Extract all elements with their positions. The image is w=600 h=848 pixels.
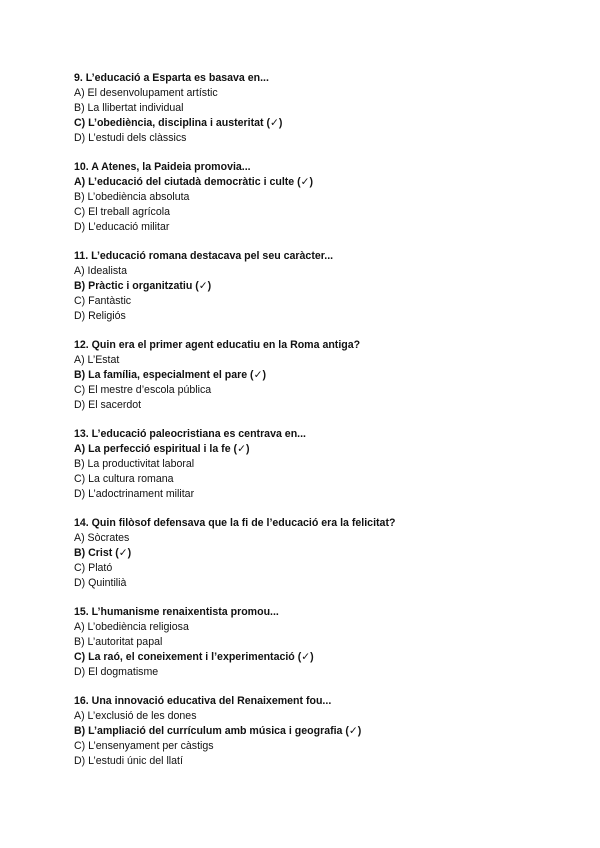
option-a: A) L’obediència religiosa: [74, 621, 189, 633]
option-d: D) El dogmatisme: [74, 666, 159, 678]
option-b-correct: B) Pràctic i organitzatiu (✓): [74, 280, 212, 292]
question-title: 11. L’educació romana destacava pel seu caràcter...: [74, 250, 334, 262]
option-a: A) Idealista: [74, 265, 127, 277]
option-b: B) L’autoritat papal: [74, 636, 163, 648]
option-c: C) Plató: [74, 562, 113, 574]
option-a-correct: A) L’educació del ciutadà democràtic i culte (✓): [74, 176, 314, 188]
question-title: 12. Quin era el primer agent educatiu en la Roma antiga?: [74, 339, 361, 351]
option-c: C) L’ensenyament per càstigs: [74, 740, 214, 752]
question-14: [74, 516, 574, 591]
question-15: [74, 605, 574, 680]
question-title: 15. L’humanisme renaixentista promou...: [74, 606, 279, 618]
quiz-page: [74, 71, 574, 783]
option-c-correct: C) L’obediència, disciplina i austeritat (✓): [74, 117, 283, 129]
question-16: [74, 694, 574, 769]
option-c: C) Fantàstic: [74, 295, 132, 307]
option-d: D) L’estudi únic del llatí: [74, 755, 183, 767]
option-a: A) L’Estat: [74, 354, 120, 366]
option-a: A) Sòcrates: [74, 532, 130, 544]
question-13: [74, 427, 574, 502]
option-a-correct: A) La perfecció espiritual i la fe (✓): [74, 443, 250, 455]
option-b-correct: B) L’ampliació del currículum amb música i geografia (✓): [74, 725, 362, 737]
option-c: C) La cultura romana: [74, 473, 174, 485]
option-d: D) El sacerdot: [74, 399, 142, 411]
question-10: [74, 160, 574, 235]
question-9: [74, 71, 574, 146]
option-a: A) El desenvolupament artístic: [74, 87, 218, 99]
option-b: B) La llibertat individual: [74, 102, 184, 114]
question-title: 13. L’educació paleocristiana es centrava en...: [74, 428, 306, 440]
option-a: A) L’exclusió de les dones: [74, 710, 197, 722]
question-12: [74, 338, 574, 413]
question-title: 16. Una innovació educativa del Renaixement fou...: [74, 695, 332, 707]
question-11: [74, 249, 574, 324]
option-d: D) L’educació militar: [74, 221, 170, 233]
option-d: D) L’estudi dels clàssics: [74, 132, 187, 144]
option-c: C) El treball agrícola: [74, 206, 170, 218]
option-b: B) La productivitat laboral: [74, 458, 195, 470]
option-c-correct: C) La raó, el coneixement i l’experimentació (✓): [74, 651, 314, 663]
question-title: 9. L’educació a Esparta es basava en...: [74, 72, 269, 84]
question-title: 14. Quin filòsof defensava que la fi de l’educació era la felicitat?: [74, 517, 396, 529]
option-b-correct: B) Crist (✓): [74, 547, 132, 559]
option-b: B) L’obediència absoluta: [74, 191, 190, 203]
option-d: D) Quintilià: [74, 577, 127, 589]
option-b-correct: B) La família, especialment el pare (✓): [74, 369, 266, 381]
option-c: C) El mestre d’escola pública: [74, 384, 212, 396]
option-d: D) L’adoctrinament militar: [74, 488, 195, 500]
question-title: 10. A Atenes, la Paideia promovia...: [74, 161, 251, 173]
option-d: D) Religiós: [74, 310, 126, 322]
